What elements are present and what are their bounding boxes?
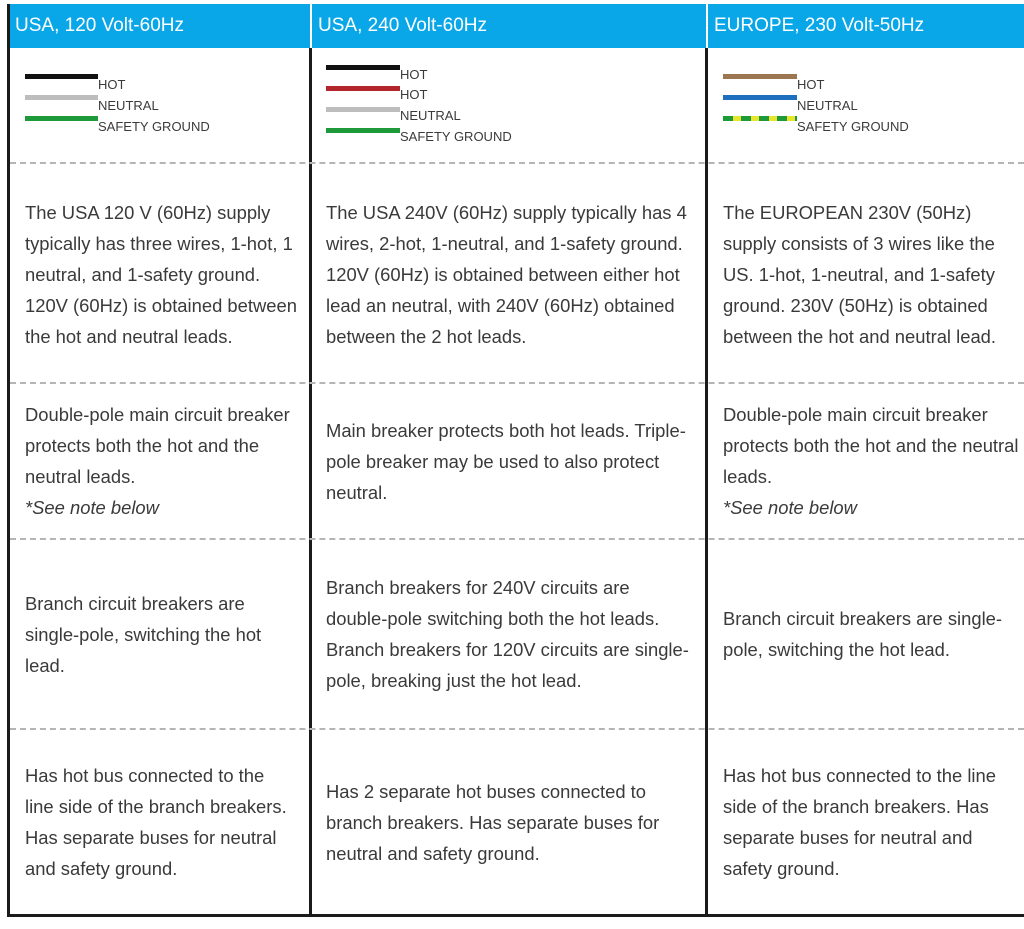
wire-neutral-swatch	[723, 95, 797, 100]
supply-description-usa-240	[326, 179, 696, 369]
wire-ground-label: SAFETY GROUND	[797, 119, 909, 134]
wiring-comparison-table	[7, 4, 1024, 917]
main-breaker-text: Double-pole main circuit breaker protects both the hot and the neutral leads.	[723, 404, 1019, 487]
wire-neutral-swatch	[326, 107, 400, 112]
supply-description-europe-230	[723, 179, 1019, 369]
column-divider	[309, 48, 312, 914]
supply-description-usa-120	[25, 179, 297, 369]
wire-hot-label: HOT	[797, 77, 825, 92]
main-breaker-usa-240	[326, 384, 696, 538]
column-divider	[705, 48, 708, 914]
header-usa-240: USA, 240 Volt-60Hz	[318, 15, 487, 36]
wire-hot-label: HOT	[98, 77, 126, 92]
bus-description-europe-230	[723, 730, 1019, 914]
wire-ground-swatch	[723, 116, 797, 121]
wire-neutral-label: NEUTRAL	[400, 108, 461, 123]
supply-text: The USA 240V (60Hz) supply typically has 4 wires, 2-hot, 1-neutral, and 1-safety ground. 120V (60Hz) is obtained between either hot lead an neutral, with 240V (60Hz) obtained between the 2 hot leads.	[326, 201, 687, 347]
main-breaker-note: *See note below	[723, 497, 857, 518]
main-breaker-usa-120	[25, 384, 297, 538]
table-header	[10, 4, 1024, 48]
wire-hot-swatch	[25, 74, 98, 79]
main-breaker-text: Main breaker protects both hot leads. Triple-pole breaker may be used to also protect neutral.	[326, 419, 686, 503]
bus-text: Has hot bus connected to the line side of the branch breakers. Has separate buses for neutral and safety ground.	[25, 765, 287, 879]
bus-text: Has hot bus connected to the line side of the branch breakers. Has separate buses for neutral and safety ground.	[723, 765, 996, 879]
header-europe-230: EUROPE, 230 Volt-50Hz	[714, 15, 925, 36]
bus-description-usa-240	[326, 730, 696, 914]
header-usa-120: USA, 120 Volt-60Hz	[15, 15, 184, 36]
wire-hot-swatch	[326, 86, 400, 91]
wire-ground-swatch	[25, 116, 98, 121]
branch-text: Branch circuit breakers are single-pole, switching the hot lead.	[25, 592, 262, 676]
wire-neutral-label: NEUTRAL	[98, 98, 159, 113]
branch-breakers-europe-230	[723, 540, 1019, 728]
row-separator	[10, 162, 1024, 164]
main-breaker-note: *See note below	[25, 497, 159, 518]
branch-text: Branch circuit breakers are single-pole, switching the hot lead.	[723, 608, 1003, 660]
branch-breakers-usa-120	[25, 540, 297, 728]
wire-ground-swatch	[326, 128, 400, 133]
branch-text: Branch breakers for 240V circuits are double-pole switching both the hot leads. Branch breakers for 120V circuits are single-pole, breaking just the hot lead.	[326, 577, 689, 691]
wire-ground-label: SAFETY GROUND	[400, 129, 512, 144]
supply-text: The USA 120 V (60Hz) supply typically has three wires, 1-hot, 1 neutral, and 1-safety ground. 120V (60Hz) is obtained between the hot and neutral leads.	[25, 201, 297, 347]
wire-neutral-label: NEUTRAL	[797, 98, 858, 113]
branch-breakers-usa-240	[326, 540, 696, 728]
main-breaker-text: Double-pole main circuit breaker protects both the hot and the neutral leads.	[25, 404, 290, 487]
wire-ground-label: SAFETY GROUND	[98, 119, 210, 134]
bus-description-usa-120	[25, 730, 297, 914]
wire-hot-swatch	[326, 65, 400, 70]
wire-hot-swatch	[723, 74, 797, 79]
bus-text: Has 2 separate hot buses connected to branch breakers. Has separate buses for neutral and safety ground.	[326, 780, 660, 864]
wire-neutral-swatch	[25, 95, 98, 100]
main-breaker-europe-230	[723, 384, 1019, 538]
supply-text: The EUROPEAN 230V (50Hz) supply consists of 3 wires like the US. 1-hot, 1-neutral, and 1-safety ground. 230V (50Hz) is obtained between the hot and neutral lead.	[723, 201, 997, 347]
wire-hot-label: HOT	[400, 67, 428, 82]
wire-hot-label: HOT	[400, 87, 428, 102]
